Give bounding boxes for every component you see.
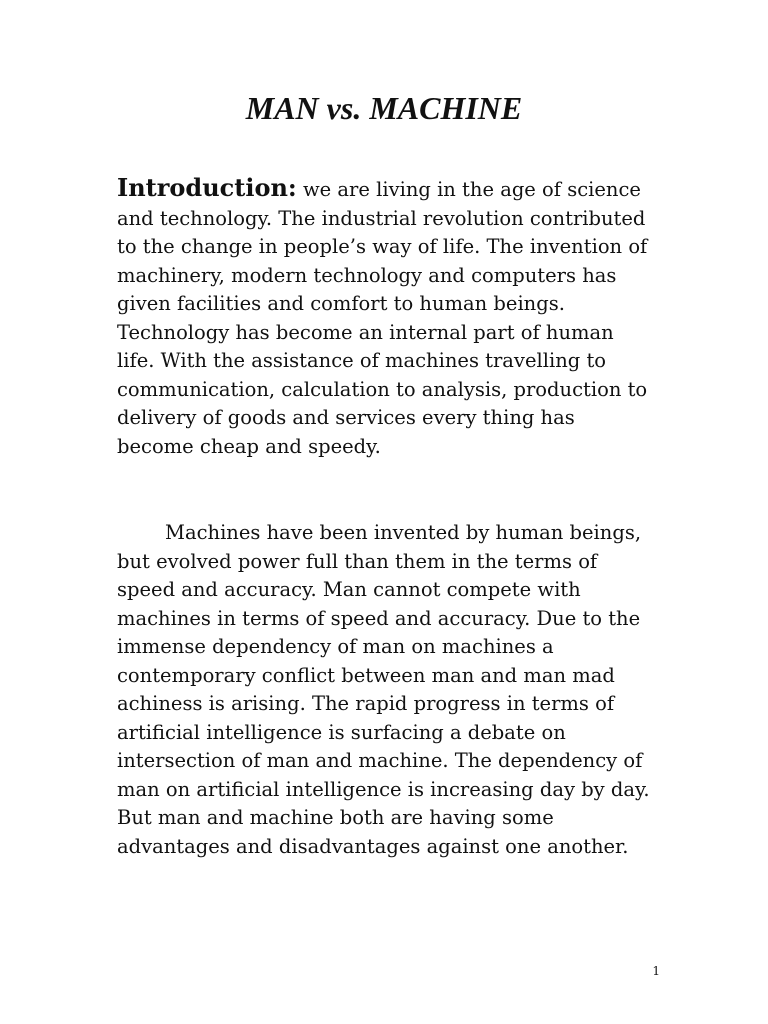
page-title: MAN vs. MACHINE <box>245 90 523 126</box>
body-paragraph: Machines have been invented by human beings, but evolved power full than them in the terms of speed and accuracy. Man cannot compete with machines in terms of speed and accuracy. Due to the immense dependency of man on machines a contemporary conflict between man and man mad achiness is arising. The rapid progress in terms of artificial intelligence is surfacing a debate on intersection of man and machine. The dependency of man on artificial intelligence is increasing day by day. But man and machine both are having some advantages and disadvantages against one another. <box>117 521 650 858</box>
introduction-paragraph <box>117 174 657 461</box>
introduction-label: Introduction: <box>117 173 297 202</box>
introduction-text: we are living in the age of science and technology. The industrial revolution contributed to the change in people’s way of life. The invention of machinery, modern technology and computers has given facilities and comfort to human beings. Technology has become an internal part of human life. With the assistance of machines travelling to communication, calculation to analysis, production to delivery of goods and services every thing has become cheap and speedy. <box>117 178 648 458</box>
page-number: 1 <box>652 964 660 978</box>
